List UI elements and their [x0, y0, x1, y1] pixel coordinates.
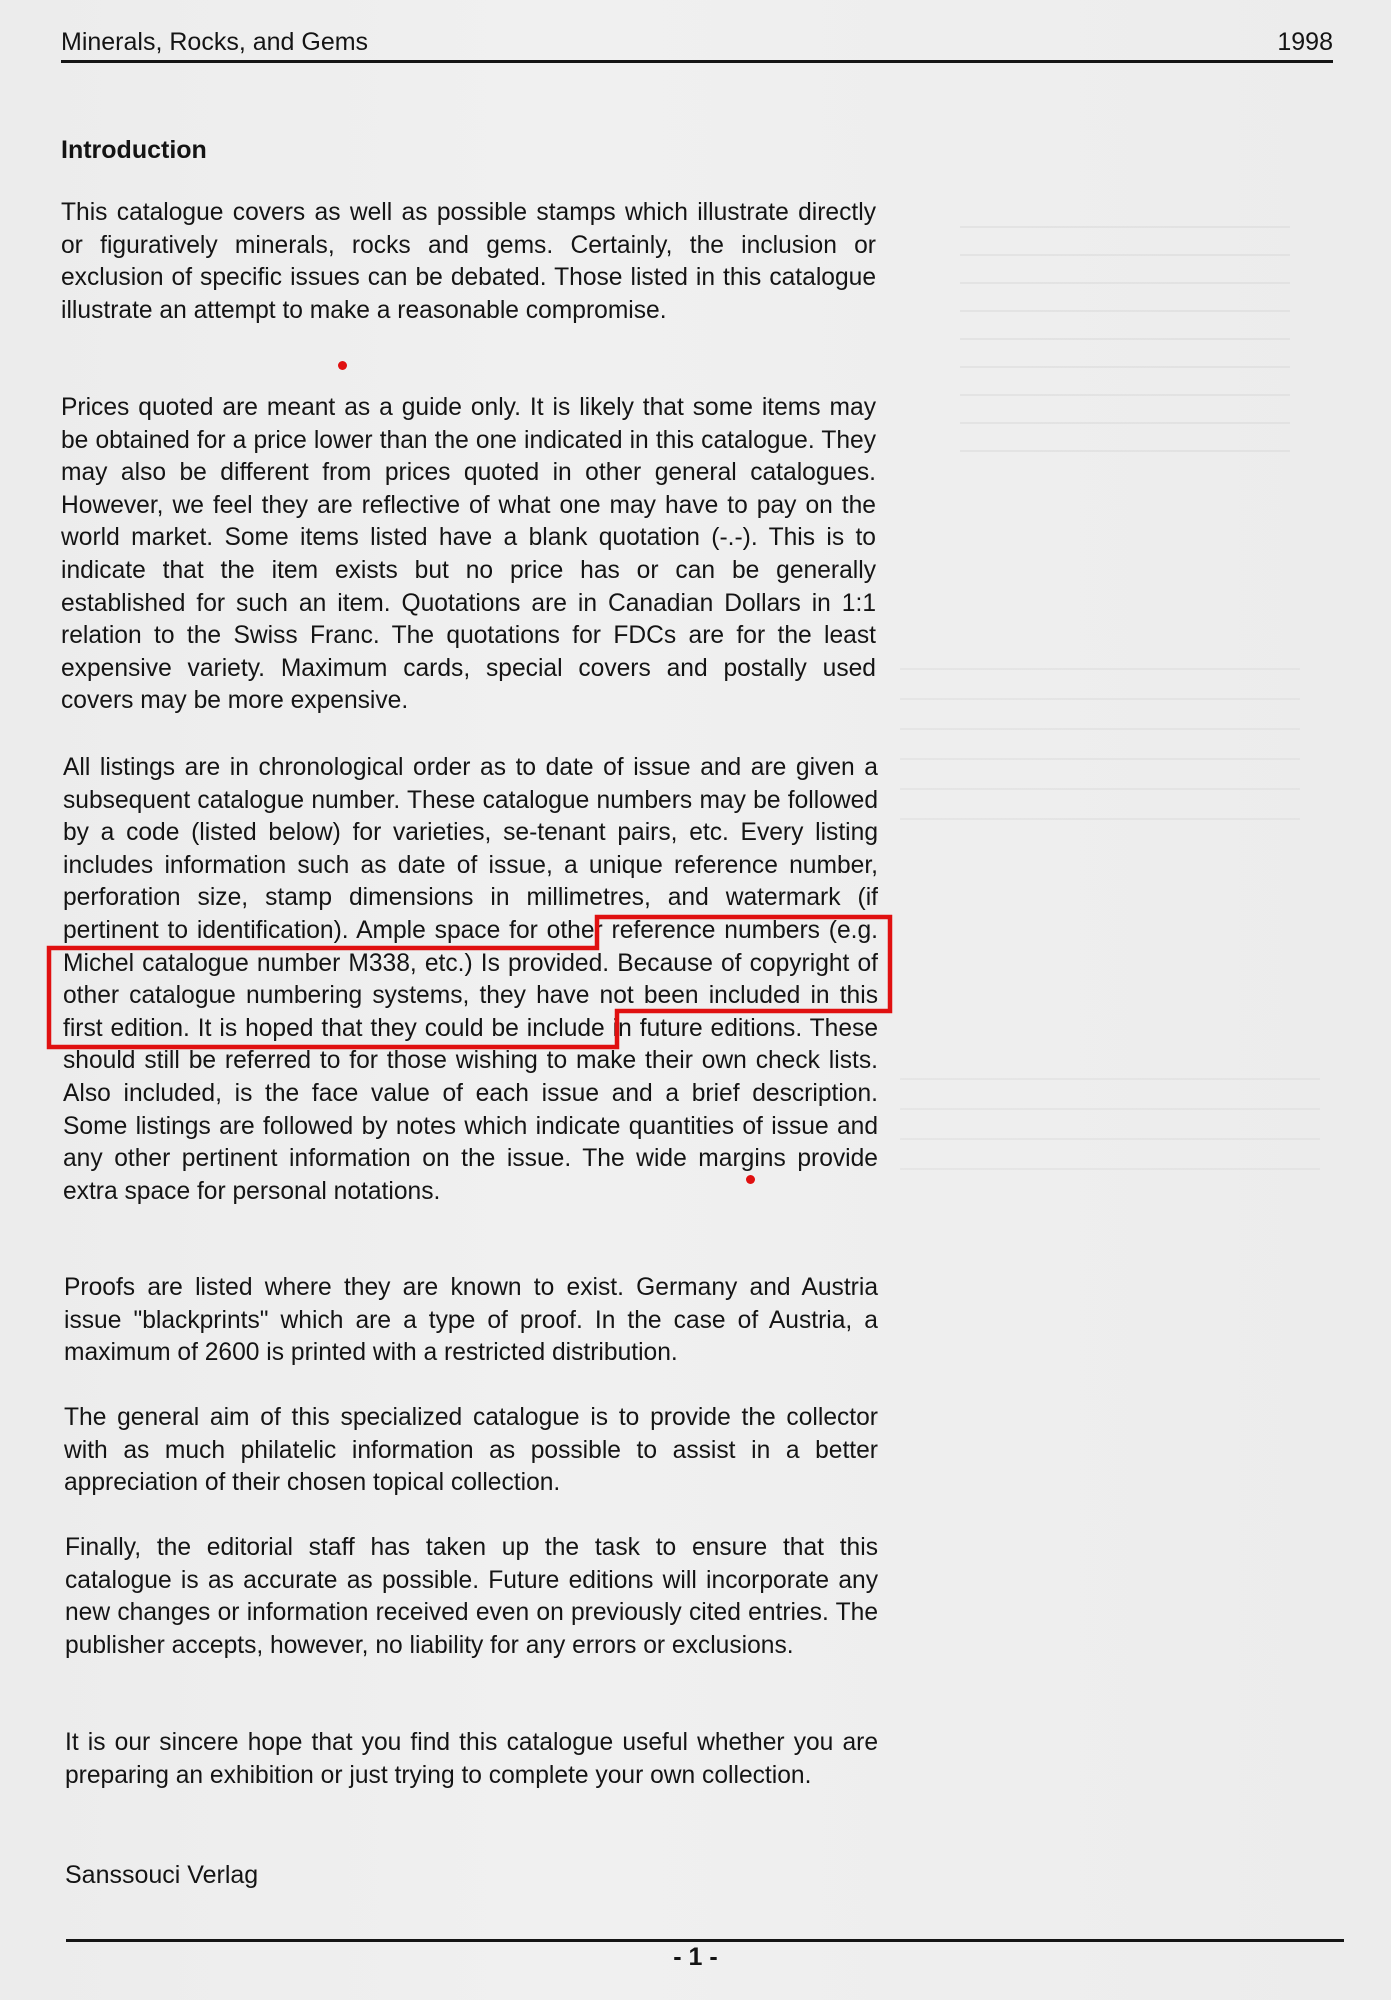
paragraph-accuracy: Finally, the editorial staff has taken up the task to ensure that this catalogue is as accurate as possible. Future editions will incorporate any new changes or information received even on previously cited entries. The publisher accepts, however, no liability for any errors or exclusions.: [65, 1534, 878, 1659]
paragraph-scope: This catalogue covers as well as possible stamps which illustrate directly or figuratively minerals, rocks and gems. Certainly, the inclusion or exclusion of specific issues can be debated. Those listed in this catalogue illustrate an attempt to make a reasonable compromise.: [61, 199, 876, 324]
section-title: Introduction: [61, 136, 207, 164]
highlight-outline: [49, 917, 890, 1047]
header-year: 1998: [1277, 28, 1333, 56]
paragraph-aim: The general aim of this specialized catalogue is to provide the collector with as much philatelic information as possible to assist in a better appreciation of their chosen topical collection.: [64, 1404, 878, 1497]
paragraph-closing: It is our sincere hope that you find this catalogue useful whether you are preparing an exhibition or just trying to complete your own collection.: [65, 1729, 878, 1789]
signature: Sanssouci Verlag: [65, 1861, 259, 1889]
page-number: - 1 -: [673, 1943, 718, 1971]
paragraph-listings: All listings are in chronological order as to date of issue and are given a subsequent catalogue number. These catalogue numbers may be followed by a code (listed below) for varieties, se-tenant pairs, etc. Every listing includes information such as date of issue, a unique reference number, perforation size, stamp dimensions in millimetres, and watermark (if pertinent to identification). Ample space for other reference numbers (e.g. Michel catalogue number M338, etc.) Is provided. Because of copyright of other catalogue numbering systems, they have not been included in this first edition. It is hoped that they could be include in future editions. These should still be referred to for those wishing to make their own check lists. Also included, is the face value of each issue and a brief description. Some listings are followed by notes which indicate quantities of issue and any other pertinent information on the issue. The wide margins provide extra space for personal notations.: [63, 754, 878, 1205]
running-title: Minerals, Rocks, and Gems: [61, 28, 369, 56]
paragraph-prices: Prices quoted are meant as a guide only. It is likely that some items may be obtained for a price lower than the one indicated in this catalogue. They may also be different from prices quoted in other general catalogues. However, we feel they are reflective of what one may have to pay on the world market. Some items listed have a blank quotation (-.-). This is to indicate that the item exists but no price has or can be generally established for such an item. Quotations are in Canadian Dollars in 1:1 relation to the Swiss Franc. The quotations for FDCs are for the least expensive variety. Maximum cards, special covers and postally used covers may be more expensive.: [61, 394, 876, 715]
paragraph-proofs: Proofs are listed where they are known to exist. Germany and Austria issue "blackprints" which are a type of proof. In the case of Austria, a maximum of 2600 is printed with a restricted distribution.: [64, 1274, 878, 1367]
